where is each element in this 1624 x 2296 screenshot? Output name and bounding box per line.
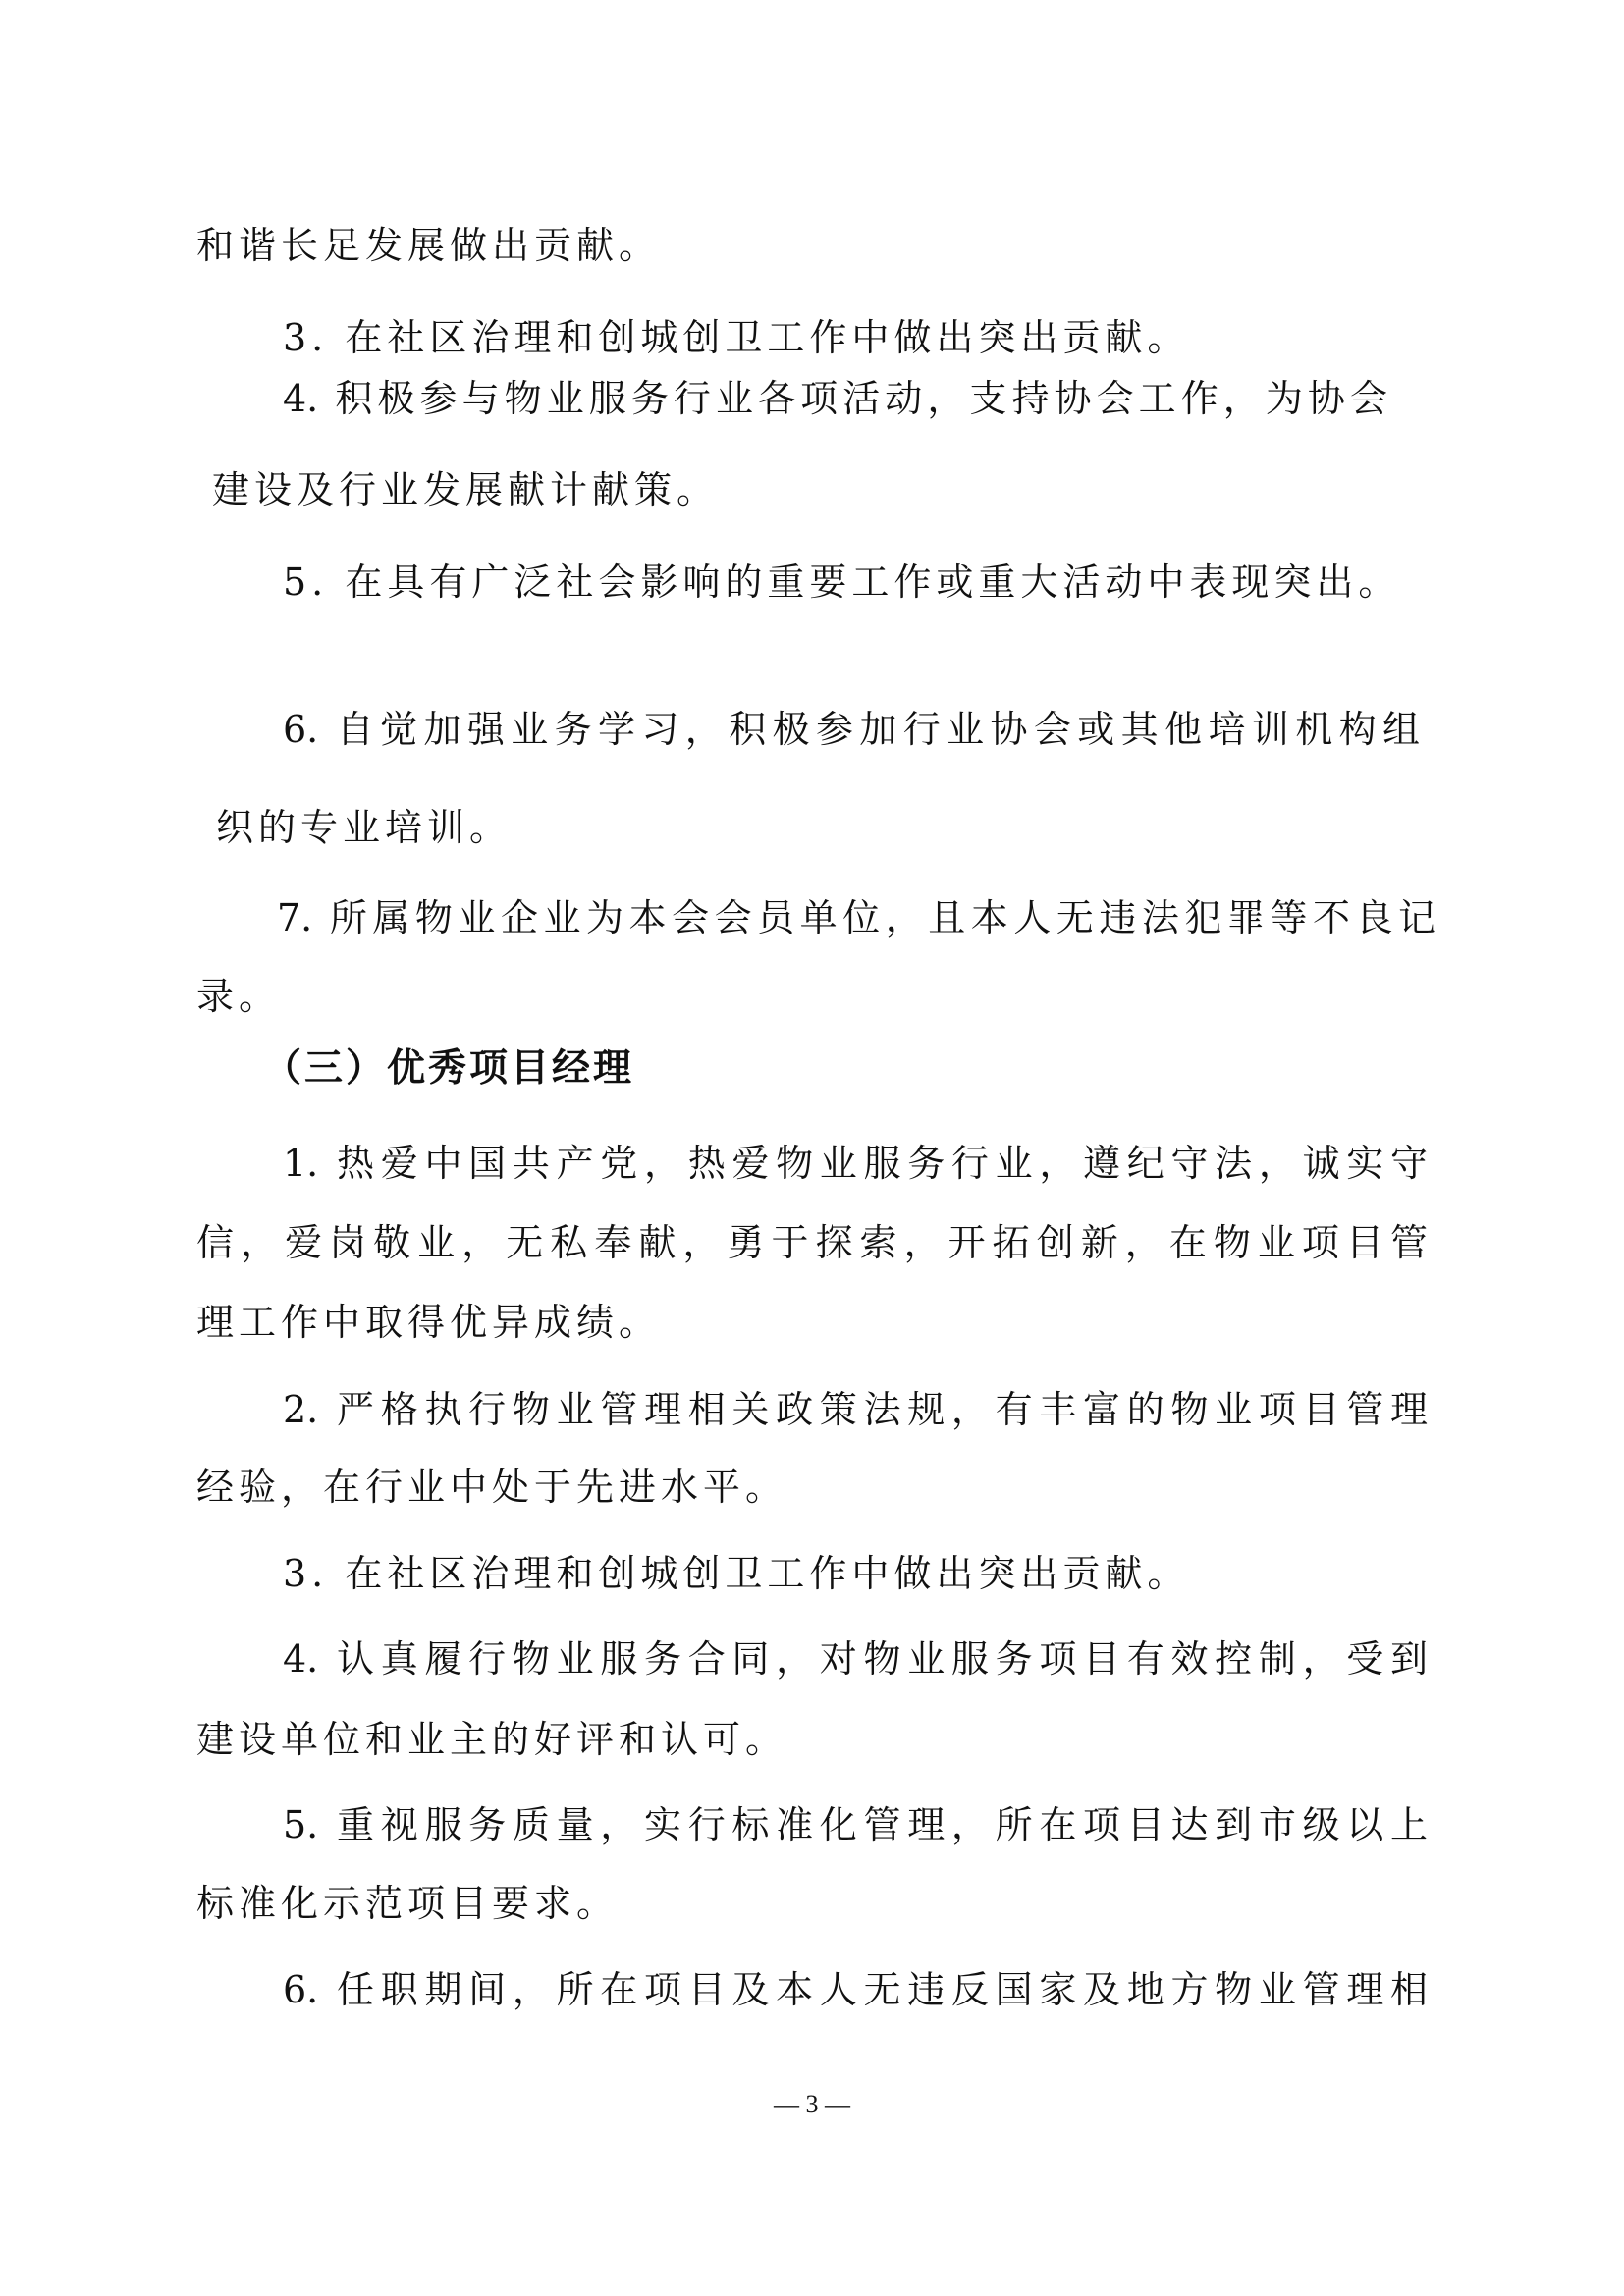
text-line-13: 理工作中取得优异成绩。 [196,1301,662,1344]
text-line-4: 建设及行业发展献计献策。 [212,468,720,511]
text-line-2: 3. 在社区治理和创城创卫工作中做出突出贡献。 [283,316,1190,359]
text-line-3: 4. 积极参与物业服务行业各项活动，支持协会工作，为协会 [283,377,1387,420]
text-line-15: 经验，在行业中处于先进水平。 [196,1466,788,1509]
text-line-8: 7. 所属物业企业为本会会员单位，且本人无违法犯罪等不良记 [277,896,1435,939]
text-line-12: 信，爱岗敬业，无私奉献，勇于探索，开拓创新，在物业项目管 [196,1221,1428,1264]
text-line-7: 织的专业培训。 [216,806,513,849]
text-line-9: 录。 [196,975,282,1018]
section-heading: （三）优秀项目经理 [263,1046,635,1091]
text-line-21: 6. 任职期间，所在项目及本人无违反国家及地方物业管理相 [283,1968,1428,2011]
text-line-11: 1. 热爱中国共产党，热爱物业服务行业，遵纪守法，诚实守 [283,1142,1428,1185]
text-line-6: 6. 自觉加强业务学习，积极参加行业协会或其他培训机构组 [283,708,1420,751]
text-line-20: 标准化示范项目要求。 [196,1882,620,1925]
text-line-19: 5. 重视服务质量，实行标准化管理，所在项目达到市级以上 [283,1803,1428,1846]
text-line-17: 4. 认真履行物业服务合同，对物业服务项目有效控制，受到 [283,1637,1428,1681]
text-line-16: 3. 在社区治理和创城创卫工作中做出突出贡献。 [283,1552,1190,1595]
text-line-5: 5. 在具有广泛社会影响的重要工作或重大活动中表现突出。 [283,561,1401,604]
page-number: — 3 — [774,2090,850,2118]
text-line-1: 和谐长足发展做出贡献。 [196,224,662,267]
text-line-18: 建设单位和业主的好评和认可。 [196,1718,788,1761]
text-line-14: 2. 严格执行物业管理相关政策法规，有丰富的物业项目管理 [283,1388,1428,1431]
